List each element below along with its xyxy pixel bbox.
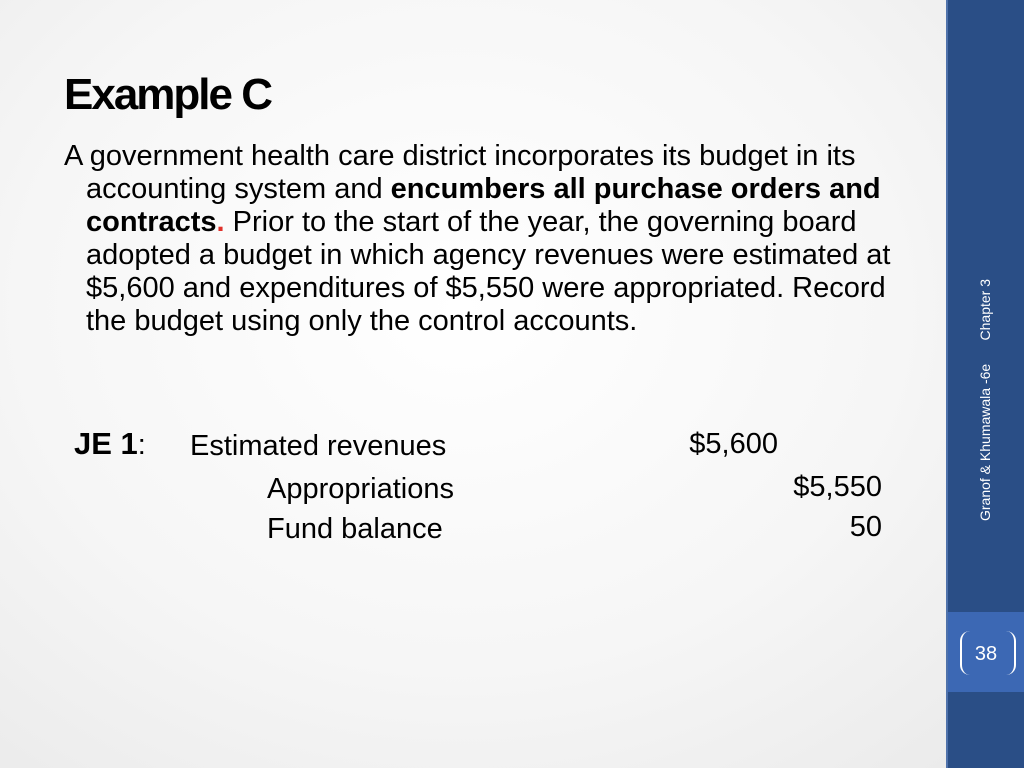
page-number: 38: [974, 643, 998, 665]
je-account-fund-balance: Fund balance: [267, 513, 443, 545]
slide-title: Example C: [64, 70, 271, 119]
je-credit-fund-balance: 50: [849, 511, 882, 543]
je-debit-estimated-revenues: $5,600: [689, 428, 778, 460]
je-label: [74, 426, 146, 463]
body-bold-text: encumbers all purchase orders and contracts: [86, 173, 881, 238]
sidebar-footer-text: Granof & Khumawala -6e Chapter 3: [977, 278, 993, 522]
body-text-part1: A government health care district incorporates its budget in its accounting system and: [64, 140, 856, 205]
je-label-text: JE 1: [74, 426, 138, 461]
je-account-estimated-revenues: Estimated revenues: [190, 430, 447, 462]
body-text-part2: Prior to the start of the year, the governing board adopted a budget in which agency revenues were estimated at $5,600 and expenditures of $5,550 were appropriated. Record the budget using only the control accounts.: [86, 206, 891, 337]
body-red-period: .: [216, 206, 225, 238]
body-paragraph: [64, 140, 926, 338]
je-credit-appropriations: $5,550: [793, 471, 882, 503]
je-account-appropriations: Appropriations: [267, 473, 454, 505]
je-label-colon: :: [137, 429, 146, 461]
